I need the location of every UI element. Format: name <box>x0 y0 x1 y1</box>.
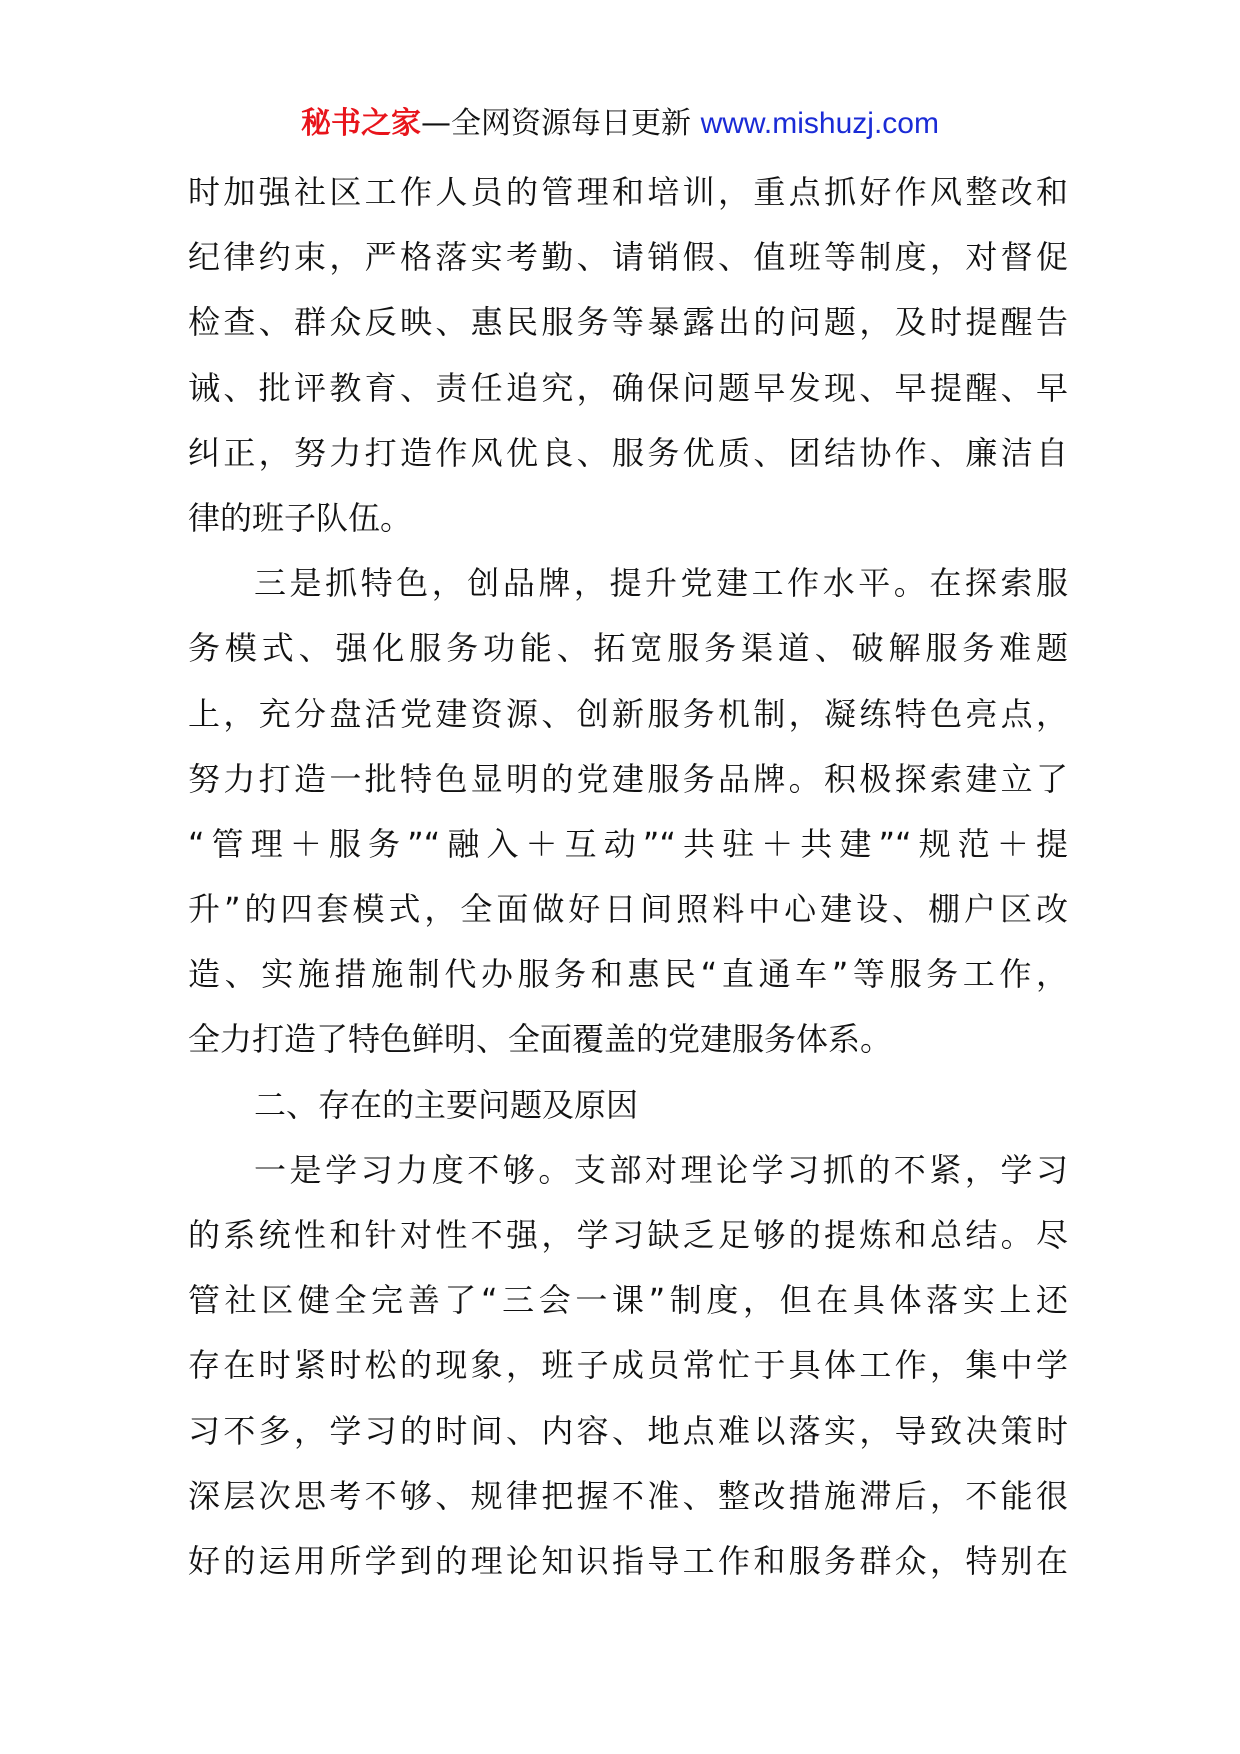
text-line: 务模式、强化服务功能、拓宽服务渠道、破解服务难题 <box>188 629 1068 668</box>
text-line: 努力打造一批特色显明的党建服务品牌。积极探索建立了 <box>188 759 1068 798</box>
text-line: 纪律约束，严格落实考勤、请销假、值班等制度，对督促 <box>188 238 1068 277</box>
text-line: 上，充分盘活党建资源、创新服务机制，凝练特色亮点， <box>188 694 1068 733</box>
paragraph-start-line: 三是抓特色，创品牌，提升党建工作水平。在探索服 <box>254 564 1068 603</box>
text-line: 全力打造了特色鲜明、全面覆盖的党建服务体系。 <box>188 1020 893 1059</box>
site-header <box>0 102 1240 146</box>
text-line: 的系统性和针对性不强，学习缺乏足够的提炼和总结。尽 <box>188 1216 1068 1254</box>
text-line: 习不多，学习的时间、内容、地点难以落实，导致决策时 <box>188 1411 1068 1450</box>
text-line: 时加强社区工作人员的管理和培训，重点抓好作风整改和 <box>188 173 1068 211</box>
text-line: 纠正，努力打造作风优良、服务优质、团结协作、廉洁自 <box>188 433 1068 472</box>
text-line: 好的运用所学到的理论知识指导工作和服务群众，特别在 <box>188 1541 1068 1580</box>
text-line: 升”的四套模式，全面做好日间照料中心建设、棚户区改 <box>188 890 1068 929</box>
site-url-link[interactable]: www.mishuzj.com <box>700 107 939 140</box>
text-line: 诫、批评教育、责任追究，确保问题早发现、早提醒、早 <box>188 368 1068 407</box>
text-line: “管理＋服务”“融入＋互动”“共驻＋共建”“规范＋提 <box>188 824 1068 863</box>
text-line: 管社区健全完善了“三会一课”制度，但在具体落实上还 <box>188 1281 1068 1320</box>
text-line: 存在时紧时松的现象，班子成员常忙于具体工作，集中学 <box>188 1346 1068 1385</box>
document-body <box>188 160 1068 1594</box>
text-line: 检查、群众反映、惠民服务等暴露出的问题，及时提醒告 <box>188 303 1068 342</box>
text-line: 造、实施措施制代办服务和惠民“直通车”等服务工作， <box>188 955 1068 994</box>
text-line: 律的班子队伍。 <box>188 498 413 537</box>
brand-name: 秘书之家 <box>301 106 422 141</box>
paragraph-start-line: 一是学习力度不够。支部对理论学习抓的不紧，学习 <box>254 1150 1068 1189</box>
text-line: 深层次思考不够、规律把握不准、整改措施滞后，不能很 <box>188 1476 1068 1515</box>
section-heading: 二、存在的主要问题及原因 <box>254 1085 639 1124</box>
header-tagline: —全网资源每日更新 <box>421 106 701 141</box>
